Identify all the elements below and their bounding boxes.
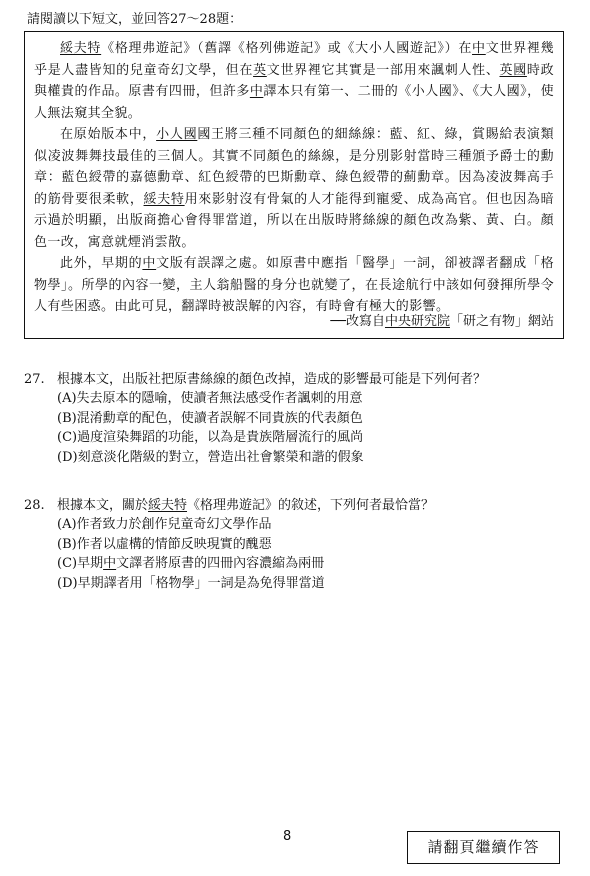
proper-noun: 英 [253,62,267,78]
passage-paragraph-2: 在原始版本中，小人國國王將三種不同顏色的細絲線：藍、紅、綠，賞賜給表演類似凌波舞舞技最佳的三個人。其實不同顏色的絲線，是分別影射當時三種頒予爵士的勳章：藍色綬帶的嘉德勳章、紅色綬帶的巴斯勳章、綠色綬帶的薊勳章。因為凌波舞高手的筋骨要很柔軟，綏夫特用來影射沒有骨氣的人才能得到寵愛、成為高官。但也因為暗示過於明顯，出版商擔心會得罪當道，所以在出版時將絲線的顏色改為紫、黃、白。顏色一改，寓意就煙消雲散。 [34,127,554,250]
option-c: (C)過度渲染舞蹈的功能，以為是貴族階層流行的風尚 [57,430,364,445]
proper-noun: 中 [249,84,264,99]
proper-noun: 中 [103,556,117,571]
author-name: 綏夫特 [60,41,102,56]
option-a: (A)失去原本的隱喻，使讀者無法感受作者諷刺的用意 [57,391,363,406]
proper-noun: 小人國 [156,127,198,142]
proper-noun: 中央研究院 [384,314,450,329]
option-a: (A)作者致力於創作兒童奇幻文學作品 [57,517,272,532]
option-d: (D)刻意淡化階級的對立，營造出社會繁榮和諧的假象 [57,449,364,465]
proper-noun: 中 [472,41,486,56]
option-c: (C)早期中文譯者將原書的四冊內容濃縮為兩冊 [57,556,325,571]
author-name: 綏夫特 [143,191,185,207]
proper-noun: 英國 [499,62,527,78]
passage-paragraph-1: 綏夫特《格理弗遊記》（舊譯《格列佛遊記》或《大小人國遊記》）在中文世界裡幾乎是人盡皆知的兒童奇幻文學，但在英文世界裡它其實是一部用來諷刺人性、英國時政與權貴的作品。原書有四冊，但許多中譯本只有第一、二冊的《小人國》、《大人國》，使人無法窺其全貌。 [34,41,555,121]
continue-notice: 請翻頁繼續作答 [407,831,560,864]
option-b: (B)作者以虛構的情節反映現實的醜惡 [57,536,272,552]
question-number: 28. [24,498,45,513]
question-stem: 27. 根據本文，出版社把原書絲線的顏色改掉，造成的影響最可能是下列何者？ [24,372,487,387]
reading-instruction: 請閱讀以下短文，並回答27～28題： [27,12,243,27]
proper-noun: 中 [142,256,157,271]
question-28 [24,496,434,593]
option-b: (B)混淆勳章的配色，使讀者誤解不同貴族的代表顏色 [57,410,363,426]
passage-box [24,31,564,339]
passage-paragraph-3: 此外，早期的中文版有誤譯之處。如原書中應指「醫學」一詞，卻被譯者翻成「格物學」。所學的內容一變，主人翁船醫的身分也就變了，在長途航行中該如何發揮所學令人有些困惑。由此可見，翻譯時被誤解的內容，有時會有極大的影響。 [34,256,554,314]
question-27 [24,370,486,467]
author-name: 綏夫特 [148,498,188,513]
option-d: (D)早期譯者用「格物學」一詞是為免得罪當道 [57,575,325,591]
question-stem: 28. 根據本文，關於綏夫特《格理弗遊記》的敘述，下列何者最恰當？ [24,498,435,513]
page-number: 8 [283,829,292,844]
question-number: 27. [24,372,45,387]
passage-source: ──改寫自中央研究院「研之有物」網站 [330,314,554,329]
